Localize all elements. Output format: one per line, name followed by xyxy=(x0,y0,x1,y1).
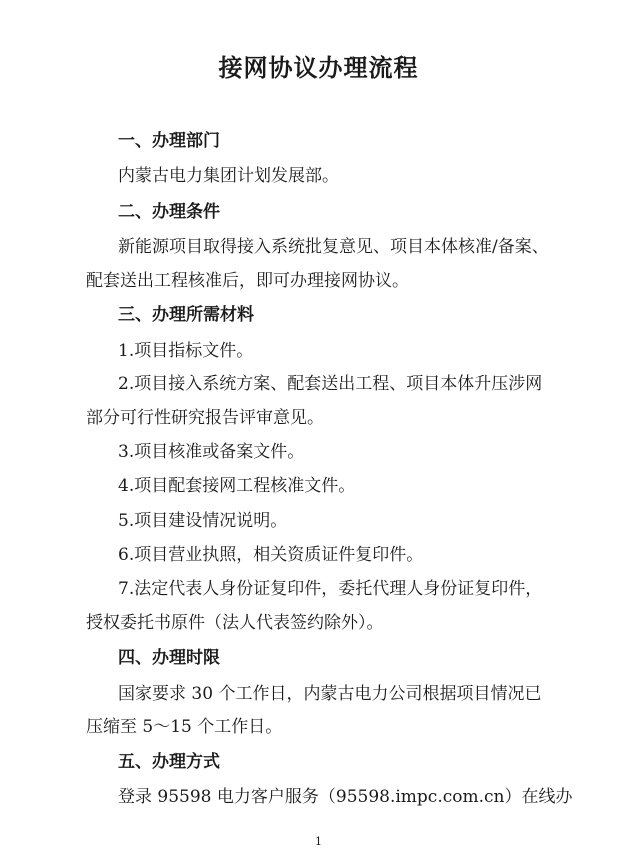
materials-item-3: 3.项目核准或备案文件。 xyxy=(118,442,305,462)
section-heading-time-limit: 四、办理时限 xyxy=(118,648,220,668)
conditions-line-2: 配套送出工程核准后，即可办理接网协议。 xyxy=(86,271,409,291)
time-limit-line-2: 压缩至 5～15 个工作日。 xyxy=(86,717,283,737)
section-heading-materials: 三、办理所需材料 xyxy=(118,305,254,325)
section-heading-department: 一、办理部门 xyxy=(118,131,220,151)
materials-item-1: 1.项目指标文件。 xyxy=(118,341,254,361)
materials-item-2-line-1: 2.项目接入系统方案、配套送出工程、项目本体升压涉网 xyxy=(118,374,543,394)
time-limit-line-1: 国家要求 30 个工作日，内蒙古电力公司根据项目情况已 xyxy=(118,684,542,704)
method-line-1: 登录 95598 电力客户服务（95598.impc.com.cn）在线办 xyxy=(118,787,573,807)
conditions-line-1: 新能源项目取得接入系统批复意见、项目本体核准/备案、 xyxy=(118,237,549,257)
materials-item-7-line-1: 7.法定代表人身份证复印件，委托代理人身份证复印件， xyxy=(118,579,543,599)
materials-item-6: 6.项目营业执照，相关资质证件复印件。 xyxy=(118,545,424,565)
department-text: 内蒙古电力集团计划发展部。 xyxy=(118,166,339,186)
page-number: 1 xyxy=(315,835,322,848)
materials-item-2-line-2: 部分可行性研究报告评审意见。 xyxy=(86,408,324,428)
section-heading-conditions: 二、办理条件 xyxy=(118,202,220,222)
materials-item-4: 4.项目配套接网工程核准文件。 xyxy=(118,476,356,496)
page-title: 接网协议办理流程 xyxy=(218,53,419,82)
materials-item-5: 5.项目建设情况说明。 xyxy=(118,511,288,531)
materials-item-7-line-2: 授权委托书原件（法人代表签约除外）。 xyxy=(86,613,384,633)
section-heading-method: 五、办理方式 xyxy=(118,752,220,772)
